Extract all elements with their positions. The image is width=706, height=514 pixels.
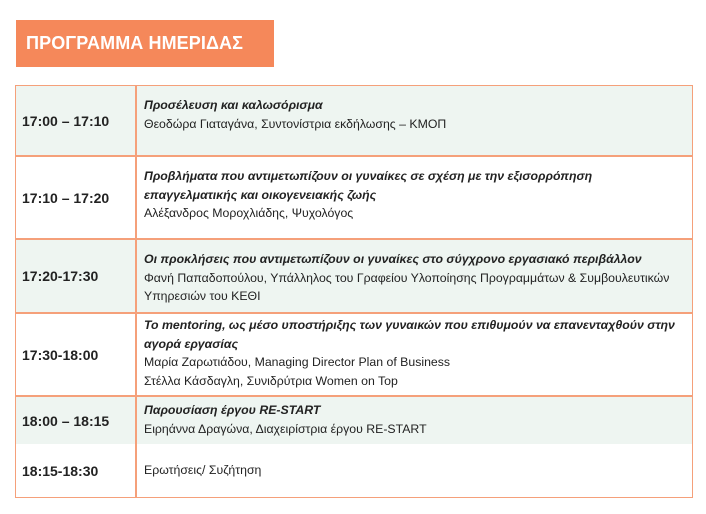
time-slot: 17:10 – 17:20	[16, 157, 137, 238]
page-title: ΠΡΟΓΡΑΜΜΑ ΗΜΕΡΙΔΑΣ	[26, 33, 244, 53]
time-slot: 17:20-17:30	[16, 240, 137, 312]
time-slot: 18:00 – 18:15	[16, 397, 137, 444]
session-details	[139, 397, 692, 444]
page-title-banner	[16, 20, 274, 67]
session-title: Προβλήματα που αντιμετωπίζουν οι γυναίκες σε σχέση με την εξισορρόπηση επαγγελματικής και οικογενειακής ζωής	[144, 169, 593, 202]
schedule-row	[16, 314, 692, 397]
time-slot: 17:00 – 17:10	[16, 86, 137, 155]
speaker-name: Στέλλα Κάσδαγλη, Συνιδρύτρια Women on Top	[144, 373, 398, 388]
schedule-row	[16, 86, 692, 157]
session-details	[139, 86, 692, 155]
schedule-row	[16, 157, 692, 240]
speaker-name: Θεοδώρα Γιαταγάνα, Συντονίστρια εκδήλωσης – ΚΜΟΠ	[144, 116, 447, 131]
session-title: Προσέλευση και καλωσόρισμα	[144, 98, 323, 112]
session-details	[139, 240, 692, 312]
speaker-name: Φανή Παπαδοπούλου, Υπάλληλος του Γραφείου Υλοποίησης Προγραμμάτων & Συμβουλευτικών Υπηρεσιών του ΚΕΘΙ	[144, 270, 670, 303]
session-activity: Ερωτήσεις/ Συζήτηση	[144, 463, 262, 478]
session-title: Οι προκλήσεις που αντιμετωπίζουν οι γυναίκες στο σύγχρονο εργασιακό περιβάλλον	[144, 252, 642, 266]
session-details	[139, 314, 692, 395]
session-title: Το mentoring, ως μέσο υποστήριξης των γυναικών που επιθυμούν να επανενταχθούν στην αγορά εργασίας	[144, 318, 675, 351]
session-details	[139, 157, 692, 238]
session-title: Παρουσίαση έργου RE-START	[144, 403, 321, 417]
schedule-row	[16, 397, 692, 444]
schedule-table	[15, 85, 693, 498]
schedule-row	[16, 240, 692, 314]
speaker-name: Μαρία Ζαρωτιάδου, Managing Director Plan of Business	[144, 355, 451, 369]
speaker-name: Ειρηάννα Δραγώνα, Διαχειρίστρια έργου RE-START	[144, 421, 427, 436]
speaker-name: Αλέξανδρος Μοροχλιάδης, Ψυχολόγος	[144, 206, 354, 220]
time-slot: 18:15-18:30	[16, 444, 137, 497]
schedule-row	[16, 444, 692, 497]
session-details	[139, 444, 692, 497]
time-slot: 17:30-18:00	[16, 314, 137, 395]
